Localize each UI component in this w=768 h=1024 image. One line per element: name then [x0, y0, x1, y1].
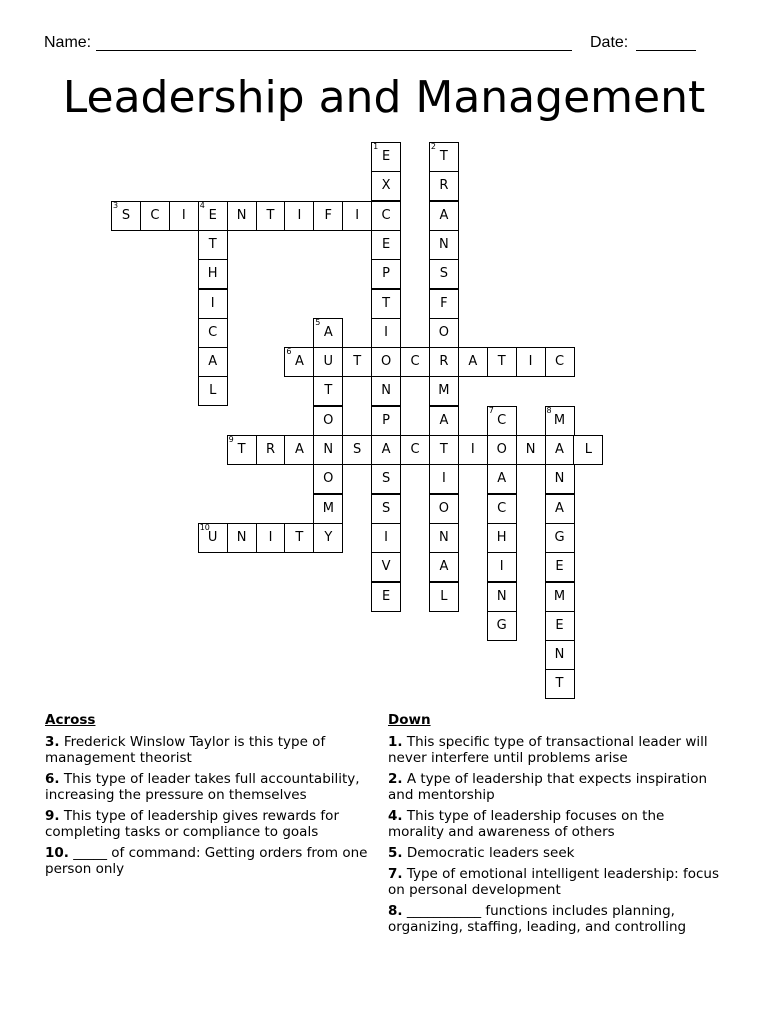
grid-cell[interactable]: [487, 406, 517, 436]
grid-cell[interactable]: [371, 552, 401, 582]
cell-letter: M: [553, 412, 566, 428]
down-clues: [388, 712, 723, 940]
cell-letter: P: [382, 266, 391, 282]
cell-letter: H: [496, 529, 507, 545]
grid-cell[interactable]: [429, 435, 459, 465]
cell-letter: E: [555, 559, 564, 575]
across-clues: [45, 712, 375, 882]
clue-number: 7: [488, 405, 494, 415]
cell-letter: R: [439, 178, 449, 194]
grid-cell[interactable]: [516, 435, 546, 465]
cell-letter: A: [468, 354, 478, 370]
cell-letter: R: [439, 354, 449, 370]
clue-text: Democratic leaders seek: [406, 845, 575, 861]
cell-letter: A: [294, 442, 304, 457]
cell-letter: T: [353, 354, 362, 370]
cell-letter: N: [554, 647, 565, 663]
grid-cell[interactable]: [573, 435, 603, 465]
cell-letter: A: [439, 207, 449, 223]
grid-cell[interactable]: [487, 464, 517, 494]
clue-number: 1: [373, 142, 379, 151]
clue-text: _____ of command: Getting orders from one person only: [45, 845, 368, 877]
grid-cell[interactable]: [140, 201, 170, 231]
grid-cell[interactable]: [429, 230, 459, 260]
down-clue-list: [388, 734, 723, 935]
cell-letter: N: [236, 529, 247, 545]
grid-cell[interactable]: [198, 259, 228, 289]
down-clue: [388, 866, 723, 898]
grid-cell[interactable]: [256, 435, 286, 465]
name-label: Name:: [44, 34, 92, 51]
cell-letter: T: [266, 207, 275, 223]
down-clue: [388, 845, 723, 861]
grid-cell[interactable]: [429, 347, 459, 377]
grid-cell[interactable]: [371, 142, 401, 172]
grid-cell[interactable]: [545, 552, 575, 582]
clue-text: Frederick Winslow Taylor is this type of management theorist: [45, 734, 326, 766]
cell-letter: N: [525, 442, 536, 457]
grid-cell[interactable]: [400, 347, 430, 377]
date-label: Date:: [590, 34, 629, 51]
grid-cell[interactable]: [198, 523, 228, 553]
cell-letter: E: [208, 207, 217, 223]
grid-cell[interactable]: [371, 201, 401, 231]
clue-text: Type of emotional intelligent leadership: focus on personal development: [388, 866, 720, 898]
cell-letter: U: [323, 354, 334, 370]
grid-cell[interactable]: [545, 435, 575, 465]
grid-cell[interactable]: [458, 435, 488, 465]
cell-letter: S: [121, 207, 131, 223]
cell-letter: C: [410, 354, 420, 370]
grid-cell[interactable]: [111, 201, 141, 231]
cell-letter: N: [496, 588, 507, 604]
grid-cell[interactable]: [487, 582, 517, 612]
cell-letter: I: [181, 207, 186, 223]
grid-cell[interactable]: [342, 201, 372, 231]
cell-letter: E: [381, 588, 391, 604]
grid-cell[interactable]: [487, 611, 517, 641]
grid-cell[interactable]: [545, 494, 575, 524]
cell-letter: I: [441, 471, 446, 487]
cell-letter: T: [555, 676, 564, 692]
cell-letter: N: [439, 236, 449, 252]
grid-cell[interactable]: [429, 464, 459, 494]
grid-cell[interactable]: [545, 669, 575, 699]
grid-cell[interactable]: [169, 201, 199, 231]
cell-letter: G: [554, 529, 565, 545]
grid-cell[interactable]: [313, 494, 343, 524]
cell-letter: C: [150, 207, 160, 223]
across-clue: [45, 808, 375, 840]
clue-label-number: 3.: [45, 734, 60, 750]
across-heading: Across: [45, 712, 96, 728]
clue-label-number: 4.: [388, 808, 403, 824]
cell-letter: G: [496, 617, 507, 633]
grid-cell[interactable]: [545, 464, 575, 494]
cell-letter: L: [209, 383, 217, 399]
grid-cell[interactable]: [429, 376, 459, 406]
cell-letter: T: [439, 442, 448, 457]
cell-letter: I: [297, 207, 302, 223]
grid-cell[interactable]: [429, 523, 459, 553]
cell-letter: I: [528, 354, 533, 370]
grid-cell[interactable]: [458, 347, 488, 377]
grid-cell[interactable]: [371, 523, 401, 553]
cell-letter: T: [382, 295, 391, 311]
grid-cell[interactable]: [516, 347, 546, 377]
clue-number: 2: [430, 142, 436, 151]
grid-cell[interactable]: [429, 259, 459, 289]
grid-cell[interactable]: [313, 523, 343, 553]
grid-cell[interactable]: [371, 464, 401, 494]
cell-letter: C: [497, 500, 507, 516]
clue-label-number: 7.: [388, 866, 403, 882]
across-clue: [45, 771, 375, 803]
grid-cell[interactable]: [342, 347, 372, 377]
cell-letter: F: [440, 295, 448, 311]
down-clue: [388, 734, 723, 766]
grid-cell[interactable]: [429, 582, 459, 612]
grid-cell[interactable]: [429, 494, 459, 524]
grid-cell[interactable]: [227, 201, 257, 231]
cell-letter: M: [553, 588, 566, 604]
clue-number: 9: [228, 435, 234, 444]
cell-letter: O: [323, 471, 334, 487]
grid-cell[interactable]: [487, 523, 517, 553]
cell-letter: N: [554, 471, 565, 487]
grid-cell[interactable]: [545, 406, 575, 436]
grid-cell[interactable]: [487, 494, 517, 524]
cell-letter: A: [497, 471, 507, 487]
cell-letter: O: [438, 500, 449, 516]
cell-letter: I: [384, 324, 389, 340]
cell-letter: A: [439, 559, 449, 575]
grid-cell[interactable]: [400, 435, 430, 465]
grid-cell[interactable]: [313, 464, 343, 494]
clue-number: 4: [199, 200, 205, 210]
grid-cell[interactable]: [429, 201, 459, 231]
cell-letter: V: [381, 559, 391, 575]
cell-letter: X: [381, 178, 391, 194]
down-clue: [388, 903, 723, 935]
grid-cell[interactable]: [545, 611, 575, 641]
cell-letter: O: [323, 412, 334, 428]
clue-label-number: 10.: [45, 845, 69, 861]
clue-label-number: 2.: [388, 771, 403, 787]
clue-text: ___________ functions includes planning, organizing, staffing, leading, and controlling: [388, 903, 687, 935]
grid-cell[interactable]: [371, 582, 401, 612]
cell-letter: L: [584, 442, 593, 457]
grid-cell[interactable]: [284, 523, 314, 553]
grid-cell[interactable]: [284, 435, 314, 465]
cell-letter: S: [353, 442, 362, 457]
clue-label-number: 5.: [388, 845, 403, 861]
grid-cell[interactable]: [429, 289, 459, 319]
clue-text: This type of leadership focuses on the morality and awareness of others: [388, 808, 665, 840]
grid-cell[interactable]: [371, 259, 401, 289]
cell-letter: F: [324, 207, 333, 223]
grid-cell[interactable]: [371, 494, 401, 524]
grid-cell[interactable]: [313, 318, 343, 348]
grid-cell[interactable]: [198, 347, 228, 377]
cell-letter: E: [555, 617, 564, 633]
grid-cell[interactable]: [371, 289, 401, 319]
grid-cell[interactable]: [313, 376, 343, 406]
grid-cell[interactable]: [313, 347, 343, 377]
cell-letter: T: [295, 529, 304, 545]
grid-cell[interactable]: [256, 523, 286, 553]
grid-cell[interactable]: [429, 552, 459, 582]
cell-letter: A: [323, 324, 333, 340]
clue-number: 6: [286, 347, 292, 357]
cell-letter: A: [381, 442, 391, 457]
cell-letter: A: [208, 354, 218, 370]
grid-cell[interactable]: [198, 376, 228, 406]
clue-number: 5: [315, 317, 321, 327]
grid-cell[interactable]: [487, 347, 517, 377]
grid-cell[interactable]: [371, 347, 401, 377]
cell-letter: C: [554, 354, 565, 370]
cell-letter: S: [381, 471, 391, 487]
grid-cell[interactable]: [487, 552, 517, 582]
grid-cell[interactable]: [429, 318, 459, 348]
grid-cell[interactable]: [371, 230, 401, 260]
cell-letter: E: [381, 236, 391, 252]
cell-letter: I: [384, 529, 389, 545]
grid-cell[interactable]: [198, 289, 228, 319]
across-clue: [45, 734, 375, 766]
cell-letter: I: [470, 442, 475, 457]
cell-letter: I: [355, 207, 360, 223]
grid-cell[interactable]: [545, 347, 575, 377]
cell-letter: L: [440, 588, 448, 604]
grid-cell[interactable]: [284, 347, 314, 377]
cell-letter: A: [294, 354, 304, 370]
cell-letter: U: [207, 529, 218, 545]
cell-letter: N: [323, 442, 334, 457]
cell-letter: E: [381, 149, 391, 164]
grid-cell[interactable]: [313, 435, 343, 465]
cell-letter: I: [499, 559, 504, 575]
cell-letter: A: [439, 412, 449, 428]
down-clue: [388, 808, 723, 840]
cell-letter: N: [236, 207, 247, 223]
grid-cell[interactable]: [371, 318, 401, 348]
clue-label-number: 8.: [388, 903, 403, 919]
clue-text: This type of leader takes full accountability, increasing the pressure on themselves: [45, 771, 360, 803]
cell-letter: T: [324, 383, 333, 399]
across-clue: [45, 845, 375, 877]
grid-cell[interactable]: [256, 201, 286, 231]
grid-cell[interactable]: [227, 523, 257, 553]
clue-text: This type of leadership gives rewards for completing tasks or compliance to goals: [45, 808, 339, 840]
cell-letter: T: [208, 236, 217, 252]
grid-cell[interactable]: [284, 201, 314, 231]
grid-cell[interactable]: [313, 201, 343, 231]
cell-letter: C: [208, 324, 218, 340]
grid-cell[interactable]: [545, 640, 575, 670]
cell-letter: T: [237, 442, 246, 457]
grid-cell[interactable]: [371, 435, 401, 465]
grid-cell[interactable]: [198, 230, 228, 260]
cell-letter: T: [439, 149, 448, 164]
cell-letter: M: [322, 500, 334, 516]
clue-text: This specific type of transactional leader will never interfere until problems arise: [388, 734, 708, 766]
clue-text: A type of leadership that expects inspiration and mentorship: [388, 771, 708, 803]
clue-label-number: 6.: [45, 771, 60, 787]
grid-cell[interactable]: [545, 582, 575, 612]
clue-label-number: 9.: [45, 808, 60, 824]
cell-letter: I: [210, 295, 215, 311]
grid-cell[interactable]: [371, 171, 401, 201]
grid-cell[interactable]: [429, 406, 459, 436]
cell-letter: P: [382, 412, 391, 428]
cell-letter: T: [497, 354, 506, 370]
across-clue-list: [45, 734, 375, 877]
grid-cell[interactable]: [429, 171, 459, 201]
down-clue: [388, 771, 723, 803]
cell-letter: O: [380, 354, 392, 370]
cell-letter: S: [381, 500, 391, 516]
cell-letter: O: [496, 442, 507, 457]
down-heading: Down: [388, 712, 431, 728]
grid-cell[interactable]: [371, 376, 401, 406]
grid-cell[interactable]: [313, 406, 343, 436]
cell-letter: H: [207, 266, 218, 282]
page-title: Leadership and Management: [62, 72, 706, 123]
clue-number: 10: [199, 522, 210, 532]
cell-letter: M: [438, 383, 450, 399]
cell-letter: N: [439, 529, 449, 545]
cell-letter: R: [265, 442, 276, 457]
cell-letter: C: [497, 412, 507, 428]
clue-label-number: 1.: [388, 734, 403, 750]
cell-letter: A: [555, 500, 564, 516]
grid-cell[interactable]: [487, 435, 517, 465]
cell-letter: O: [438, 324, 449, 340]
cell-letter: I: [268, 529, 273, 545]
cell-letter: N: [381, 383, 391, 399]
cell-letter: S: [439, 266, 449, 282]
grid-cell[interactable]: [371, 406, 401, 436]
grid-cell[interactable]: [198, 201, 228, 231]
clue-number: 8: [546, 405, 552, 415]
grid-cell[interactable]: [545, 523, 575, 553]
cell-letter: A: [555, 442, 564, 457]
cell-letter: C: [381, 207, 391, 223]
clue-number: 3: [113, 200, 119, 210]
cell-letter: Y: [324, 529, 333, 545]
cell-letter: C: [410, 442, 420, 457]
grid-cell[interactable]: [198, 318, 228, 348]
grid-cell[interactable]: [227, 435, 257, 465]
grid-cell[interactable]: [429, 142, 459, 172]
grid-cell[interactable]: [342, 435, 372, 465]
